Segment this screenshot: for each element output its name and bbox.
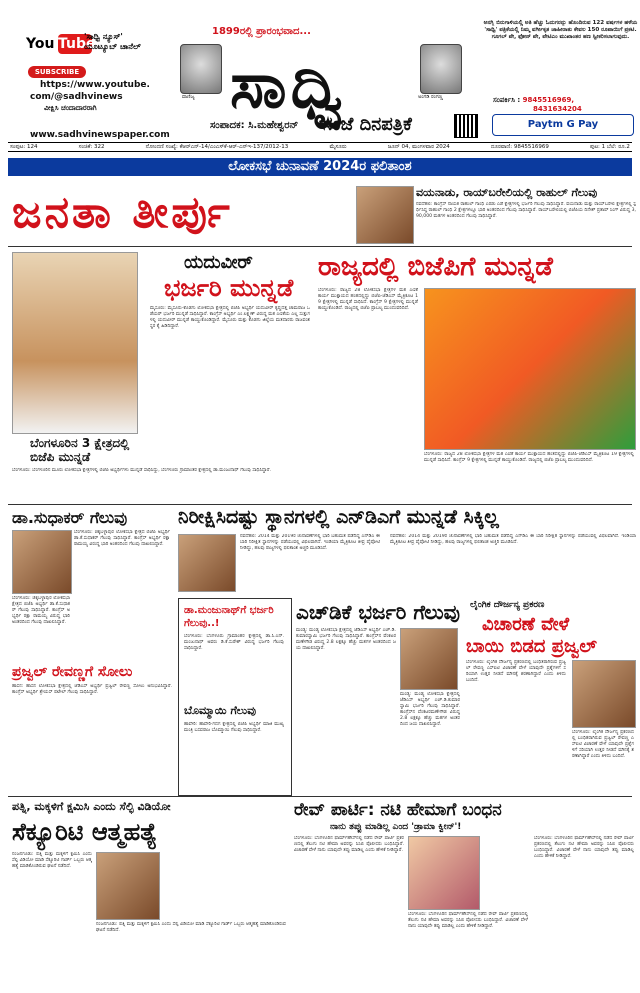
volume: ಸಂಪುಟ: 124: [10, 143, 38, 150]
youtube-channel-label: 'ಸಾಧ್ವಿ ನ್ಯೂಸ್' ಯೂಟ್ಯೂಬ್ ಚಾನೆಲ್: [84, 32, 141, 51]
rave-subhead: ನಾನು ತಪ್ಪು ಮಾಡಿಲ್ಲ ಎಂದ 'ಡ್ರಾಮಾ ಕ್ವೀನ್'!: [330, 822, 462, 832]
nda-headline: ನಿರೀಕ್ಷಿಸಿದಷ್ಟು ಸ್ಥಾನಗಳಲ್ಲಿ ಎನ್‌ಡಿಎಗೆ ಮುನ್ನಡೆ ಸಿಕ್ಕಿಲ್ಲ: [178, 506, 499, 528]
classified-ad-notice: ಅನಗ್ನಿ ಬಿರುಗಾಳಿಯಲ್ಲಿ ಅತಿ ಹೆಚ್ಚು ಓದುಗರನ್ನು ಹೊಂದಿರುವ 122 ವರ್ಷಗಳ ಹಳೆಯ 'ಸಾಧ್ವಿ' ಪತ್ರಿಕೆಯಲ್ಲಿ ನಿಮ್ಮ ವರ್ಗೀಕೃತ ಜಾಹೀರಾತು ಕೇವಲ 150 ರೂಪಾಯಿಗೆ ಪ್ರಕಟಿ. ಗೂಗಲ್ ಪೇ, ಫೋನ್ ಪೇ, ಪೇಟಿಎಂ ಮುಖಾಂತರ ಹಣ ಸ್ವೀಕರಿಸಲಾಗುವುದು.: [483, 20, 638, 40]
sudhakar-body: ಬೆಂಗಳೂರು: ಚಿಕ್ಕಬಳ್ಳಾಪುರ ಲೋಕಸಭಾ ಕ್ಷೇತ್ರದ ಬಿಜೆಪಿ ಅಭ್ಯರ್ಥಿ ಡಾ.ಕೆ.ಸುಧಾಕರ್ ಗೆಲುವು ಸಾಧಿಸಿದ್ದಾರೆ. ಕಾಂಗ್ರೆಸ್ ಅಭ್ಯರ್ಥಿ ರಕ್ಷಾ ರಾಮಯ್ಯ ವಿರುದ್ಧ ಭಾರಿ ಅಂತರದಿಂದ ಗೆಲುವು ದಾಖಲಿಸಿದ್ದಾರೆ.: [74, 530, 170, 547]
nda-photo: [178, 534, 236, 592]
editor-line: ಸಂಪಾದಕ: ಸಿ.ಮಹೇಶ್ವರನ್: [210, 120, 299, 131]
manjunath-body: ಬೆಂಗಳೂರು: ಬೆಂಗಳೂರು ಗ್ರಾಮಾಂತರ ಕ್ಷೇತ್ರದಲ್ಲಿ ಡಾ.ಸಿ.ಎನ್.ಮಂಜುನಾಥ್ ಅವರು ಡಿ.ಕೆ.ಸುರೇಶ್ ವಿರುದ್ಧ ಭರ್ಜರಿ ಗೆಲುವು ಸಾಧಿಸಿದ್ದಾರೆ.: [184, 634, 284, 651]
rave-body-cont: ಬೆಂಗಳೂರು: ಬೆಂಗಳೂರಿನ ಫಾರ್ಮ್‌ಹೌಸ್‌ನಲ್ಲಿ ನಡೆದ ರೇವ್ ಪಾರ್ಟಿ ಪ್ರಕರಣದಲ್ಲಿ ತೆಲುಗು ನಟಿ ಹೇಮಾ ಅವರನ್ನು ಸಿಸಿಬಿ ಪೊಲೀಸರು ಬಂಧಿಸಿದ್ದಾರೆ. ವಿಚಾರಣೆ ವೇಳೆ ನಾನು ಯಾವುದೇ ತಪ್ಪು ಮಾಡಿಲ್ಲ ಎಂದು ಹೇಳಿಕೆ ನೀಡಿದ್ದಾರೆ.: [408, 912, 528, 929]
security-body-cont: ನಂಜನಗೂಡು: ಪತ್ನಿ ಮತ್ತು ಮಕ್ಕಳಿಗೆ ಕ್ಷಮಿಸಿ ಎಂದು ಸೆಲ್ಫಿ ವಿಡಿಯೋ ಮಾಡಿ ಸೆಕ್ಯೂರಿಟಿ ಗಾರ್ಡ್ ಒಬ್ಬರು ಆತ್ಮಹತ್ಯೆ ಮಾಡಿಕೊಂಡಿರುವ ಘಟನೆ ನಡೆದಿದೆ.: [96, 922, 286, 933]
bommai-body: ಹಾವೇರಿ: ಹಾವೇರಿ-ಗದಗ ಕ್ಷೇತ್ರದಲ್ಲಿ ಬಿಜೆಪಿ ಅಭ್ಯರ್ಥಿ ಮಾಜಿ ಮುಖ್ಯಮಂತ್ರಿ ಬಸವರಾಜ ಬೊಮ್ಮಾಯಿ ಗೆಲುವು ಸಾಧಿಸಿದ್ದಾರೆ.: [184, 722, 284, 733]
bommai-headline: ಬೊಮ್ಮಾಯಿ ಗೆಲುವು: [184, 704, 257, 717]
ad-phone-1: 9845516969,: [522, 96, 574, 104]
city: ಮೈಸೂರು: [329, 143, 347, 150]
portrait-right-caption: ಅಂಗಡಿ ರಂಗಣ್ಣ: [418, 94, 443, 100]
prajwal-body: ಹಾಸನ: ಹಾಸನ ಲೋಕಸಭಾ ಕ್ಷೇತ್ರದಲ್ಲಿ ಜೆಡಿಎಸ್ ಅಭ್ಯರ್ಥಿ ಪ್ರಜ್ವಲ್ ರೇವಣ್ಣ ಸೋಲು ಅನುಭವಿಸಿದ್ದಾರೆ. ಕಾಂಗ್ರೆಸ್ ಅಭ್ಯರ್ಥಿ ಶ್ರೇಯಸ್ ಪಟೇಲ್ ಗೆಲುವು ಸಾಧಿಸಿದ್ದಾರೆ.: [12, 684, 172, 695]
youtube-url-line2[interactable]: com/@sadhvinews: [30, 92, 123, 102]
yaduveer-headline-2: ಭರ್ಜರಿ ಮುನ್ನಡೆ: [164, 274, 294, 302]
pages-price: ಪುಟ: 1 ಬೆಲೆ: ರೂ.2: [589, 143, 630, 150]
youtube-you-text: You: [26, 36, 55, 52]
sudhakar-headline: ಡಾ.ಸುಧಾಕರ್ ಗೆಲುವು: [12, 508, 128, 527]
sudhakar-body-cont: ಬೆಂಗಳೂರು: ಚಿಕ್ಕಬಳ್ಳಾಪುರ ಲೋಕಸಭಾ ಕ್ಷೇತ್ರದ ಬಿಜೆಪಿ ಅಭ್ಯರ್ಥಿ ಡಾ.ಕೆ.ಸುಧಾಕರ್ ಗೆಲುವು ಸಾಧಿಸಿದ್ದಾರೆ. ಕಾಂಗ್ರೆಸ್ ಅಭ್ಯರ್ಥಿ ರಕ್ಷಾ ರಾಮಯ್ಯ ವಿರುದ್ಧ ಭಾರಿ ಅಂತರದಿಂದ ಗೆಲುವು ದಾಖಲಿಸಿದ್ದಾರೆ.: [12, 596, 70, 625]
ad-phone: [493, 96, 582, 113]
ad-phone-label: ಸಂಪರ್ಕಿಸಿ :: [493, 96, 521, 104]
evening-daily-title: ಸಂಜೆ ದಿನಪತ್ರಿಕೆ: [323, 114, 412, 135]
manjunath-headline: ಡಾ.ಮಂಜುನಾಥ್‌ಗೆ ಭರ್ಜರಿ ಗೆಲುವು..!: [184, 605, 274, 629]
sudhakar-photo: [12, 530, 72, 594]
rave-headline: ರೇವ್ ಪಾರ್ಟಿ: ನಟಿ ಹೇಮಾಗೆ ಬಂಧನ: [294, 800, 502, 820]
main-headline: ಜನತಾ ತೀರ್ಪು: [12, 187, 233, 238]
website-link[interactable]: www.sadhvinewspaper.com: [30, 130, 170, 140]
prajwal2-body: ಬೆಂಗಳೂರು: ಲೈಂಗಿಕ ದೌರ್ಜನ್ಯ ಪ್ರಕರಣದಲ್ಲಿ ಬಂಧಿತರಾಗಿರುವ ಪ್ರಜ್ವಲ್ ರೇವಣ್ಣ ಎಸ್‌ಐಟಿ ವಿಚಾರಣೆ ವೇಳೆ ಯಾವುದೇ ಪ್ರಶ್ನೆಗಳಿಗೆ ಸರಿಯಾಗಿ ಉತ್ತರ ನೀಡದೆ ಮೌನಕ್ಕೆ ಶರಣಾಗಿದ್ದಾರೆ ಎಂದು ತಿಳಿದು ಬಂದಿದೆ.: [466, 660, 566, 683]
bengaluru-headline: ಬೆಂಗಳೂರಿನ 3 ಕ್ಷೇತ್ರದಲ್ಲಿ ಬಿಜೆಪಿ ಮುನ್ನಡೆ: [30, 436, 130, 464]
election-banner: ಲೋಕಸಭೆ ಚುನಾವಣೆ 2024ರ ಫಲಿತಾಂಶ: [8, 158, 632, 176]
hema-photo: [408, 836, 480, 910]
registration: ನೋಂದಣಿ ಸಂಖ್ಯೆ: ಕೆಆರ್‌ಎನ್-14/ಎಂಎಸ್‌ಕೆ-ಆರ್-ಎನ್ಇ-137/2012-13: [145, 143, 289, 150]
prajwal2-headline-1: ಲೈಂಗಿಕ ದೌರ್ಜನ್ಯ ಪ್ರಕರಣ: [470, 600, 545, 610]
security-photo: [96, 852, 160, 920]
youtube-promo: [0, 0, 150, 118]
bengaluru-body: ಬೆಂಗಳೂರು: ಬೆಂಗಳೂರಿನ ಮೂರು ಲೋಕಸಭಾ ಕ್ಷೇತ್ರಗಳಲ್ಲಿ ಬಿಜೆಪಿ ಅಭ್ಯರ್ಥಿಗಳು ಮುನ್ನಡೆ ಸಾಧಿಸಿದ್ದು, ಬೆಂಗಳೂರು ಗ್ರಾಮಾಂತರ ಕ್ಷೇತ್ರದಲ್ಲಿ ಡಾ.ಮಂಜುನಾಥ್ ಗೆಲುವು ಸಾಧಿಸಿದ್ದಾರೆ.: [12, 468, 271, 473]
security-body: ನಂಜನಗೂಡು: ಪತ್ನಿ ಮತ್ತು ಮಕ್ಕಳಿಗೆ ಕ್ಷಮಿಸಿ ಎಂದು ಸೆಲ್ಫಿ ವಿಡಿಯೋ ಮಾಡಿ ಸೆಕ್ಯೂರಿಟಿ ಗಾರ್ಡ್ ಒಬ್ಬರು ಆತ್ಮಹತ್ಯೆ ಮಾಡಿಕೊಂಡಿರುವ ಘಟನೆ ನಡೆದಿದೆ.: [12, 852, 92, 869]
bjp-body: ಬೆಂಗಳೂರು: ರಾಜ್ಯದ 28 ಲೋಕಸಭಾ ಕ್ಷೇತ್ರಗಳ ಮತ ಎಣಿಕೆ ಕಾರ್ಯ ಮುಕ್ತಾಯದ ಹಂತದಲ್ಲಿದ್ದು ಬಿಜೆಪಿ-ಜೆಡಿಎಸ್ ಮೈತ್ರಿಕೂಟ 19 ಕ್ಷೇತ್ರಗಳಲ್ಲಿ ಮುನ್ನಡೆ ಸಾಧಿಸಿದೆ. ಕಾಂಗ್ರೆಸ್ 9 ಕ್ಷೇತ್ರಗಳಲ್ಲಿ ಮುನ್ನಡೆ ಕಾಯ್ದುಕೊಂಡಿದೆ. ರಾಜ್ಯದಲ್ಲಿ ಬಿಜೆಪಿ ಪ್ರಾಬಲ್ಯ ಮುಂದುವರಿದಿದೆ.: [318, 288, 418, 311]
issue-info-bar: [8, 142, 632, 152]
hdk-headline: ಎಚ್‌ಡಿಕೆ ಭರ್ಜರಿ ಗೆಲುವು: [296, 600, 460, 624]
hdk-body-cont: ಮಂಡ್ಯ: ಮಂಡ್ಯ ಲೋಕಸಭಾ ಕ್ಷೇತ್ರದಲ್ಲಿ ಜೆಡಿಎಸ್ ಅಭ್ಯರ್ಥಿ ಎಚ್.ಡಿ.ಕುಮಾರಸ್ವಾಮಿ ಭರ್ಜರಿ ಗೆಲುವು ಸಾಧಿಸಿದ್ದಾರೆ. ಕಾಂಗ್ರೆಸ್‌ನ ವೆಂಕಟರಮಣೇಗೌಡ ವಿರುದ್ಧ 2.8 ಲಕ್ಷಕ್ಕೂ ಹೆಚ್ಚು ಮತಗಳ ಅಂತರದಿಂದ ಜಯ ದಾಖಲಿಸಿದ್ದಾರೆ.: [400, 692, 460, 727]
prajwal-headline: ಪ್ರಜ್ವಲ್ ರೇವಣ್ಣಗೆ ಸೋಲು: [12, 664, 133, 680]
bjp-celebration-photo: [424, 288, 636, 450]
bjp-body-cont: ಬೆಂಗಳೂರು: ರಾಜ್ಯದ 28 ಲೋಕಸಭಾ ಕ್ಷೇತ್ರಗಳ ಮತ ಎಣಿಕೆ ಕಾರ್ಯ ಮುಕ್ತಾಯದ ಹಂತದಲ್ಲಿದ್ದು ಬಿಜೆಪಿ-ಜೆಡಿಎಸ್ ಮೈತ್ರಿಕೂಟ 19 ಕ್ಷೇತ್ರಗಳಲ್ಲಿ ಮುನ್ನಡೆ ಸಾಧಿಸಿದೆ. ಕಾಂಗ್ರೆಸ್ 9 ಕ್ಷೇತ್ರಗಳಲ್ಲಿ ಮುನ್ನಡೆ ಕಾಯ್ದುಕೊಂಡಿದೆ. ರಾಜ್ಯದಲ್ಲಿ ಬಿಜೆಪಿ ಪ್ರಾಬಲ್ಯ ಮುಂದುವರಿದಿದೆ.: [424, 452, 634, 463]
paytm-gpay-badge: Paytm G Pay: [492, 114, 634, 136]
payment-logos: [484, 112, 634, 136]
rave-body-col3: ಬೆಂಗಳೂರು: ಬೆಂಗಳೂರಿನ ಫಾರ್ಮ್‌ಹೌಸ್‌ನಲ್ಲಿ ನಡೆದ ರೇವ್ ಪಾರ್ಟಿ ಪ್ರಕರಣದಲ್ಲಿ ತೆಲುಗು ನಟಿ ಹೇಮಾ ಅವರನ್ನು ಸಿಸಿಬಿ ಪೊಲೀಸರು ಬಂಧಿಸಿದ್ದಾರೆ. ವಿಚಾರಣೆ ವೇಳೆ ನಾನು ಯಾವುದೇ ತಪ್ಪು ಮಾಡಿಲ್ಲ ಎಂದು ಹೇಳಿಕೆ ನೀಡಿದ್ದಾರೆ.: [534, 836, 634, 859]
yaduveer-photo: [12, 252, 138, 434]
masthead-logo: ಸಾಧ್ವಿ: [230, 48, 348, 123]
youtube-tube-text: Tube: [58, 36, 96, 52]
phone-number: ದೂರವಾಣಿ: 9845516969: [490, 143, 549, 150]
rave-body: ಬೆಂಗಳೂರು: ಬೆಂಗಳೂರಿನ ಫಾರ್ಮ್‌ಹೌಸ್‌ನಲ್ಲಿ ನಡೆದ ರೇವ್ ಪಾರ್ಟಿ ಪ್ರಕರಣದಲ್ಲಿ ತೆಲುಗು ನಟಿ ಹೇಮಾ ಅವರನ್ನು ಸಿಸಿಬಿ ಪೊಲೀಸರು ಬಂಧಿಸಿದ್ದಾರೆ. ವಿಚಾರಣೆ ವೇಳೆ ನಾನು ಯಾವುದೇ ತಪ್ಪು ಮಾಡಿಲ್ಲ ಎಂದು ಹೇಳಿಕೆ ನೀಡಿದ್ದಾರೆ.: [294, 836, 404, 853]
youtube-logo[interactable]: [26, 34, 96, 58]
founder-portrait-right: [420, 44, 462, 94]
hdk-photo: [400, 628, 458, 690]
bjp-headline: ರಾಜ್ಯದಲ್ಲಿ ಬಿಜೆಪಿಗೆ ಮುನ್ನಡೆ: [318, 252, 553, 282]
security-subhead: ಪತ್ನಿ, ಮಕ್ಕಳಿಗೆ ಕ್ಷಮಿಸಿ ಎಂದು ಸೆಲ್ಫಿ ವಿಡಿಯೋ: [12, 800, 171, 813]
yaduveer-headline-1: ಯದುವೀರ್: [184, 252, 253, 273]
prajwal2-headline-3: ಬಾಯಿ ಬಿಡದ ಪ್ರಜ್ವಲ್: [466, 636, 597, 657]
founder-portrait-left: [180, 44, 222, 94]
nda-body: ನವದೆಹಲಿ: 2014 ಮತ್ತು 2019ರ ಚುನಾವಣೆಗಳಲ್ಲಿ ಭಾರಿ ಬಹುಮತ ಪಡೆದಿದ್ದ ಎನ್‌ಡಿಎ ಈ ಬಾರಿ ನಿರೀಕ್ಷಿತ ಸ್ಥಾನಗಳನ್ನು ಪಡೆಯುವಲ್ಲಿ ವಿಫಲವಾಗಿದೆ. ಇಂಡಿಯಾ ಮೈತ್ರಿಕೂಟ ತೀವ್ರ ಪೈಪೋಟಿ ನೀಡಿದ್ದು, ಹಲವು ರಾಜ್ಯಗಳಲ್ಲಿ ಫಲಿತಾಂಶ ಅಚ್ಚರಿ ಮೂಡಿಸಿದೆ.: [240, 534, 380, 551]
issue-number: ಸಂಚಿಕೆ: 322: [78, 143, 105, 150]
divider: [8, 796, 632, 797]
rahul-photo: [356, 186, 414, 244]
subscribe-button[interactable]: SUBSCRIBE: [28, 66, 86, 78]
visit-subscribe-text: ವೀಕ್ಷಿಸಿ ಚಂದಾದಾರರಾಗಿ: [44, 104, 97, 112]
portrait-left-caption: ವಾಣಿಜ್ಯ: [182, 94, 195, 100]
issue-date: ಜೂನ್ 04, ಮಂಗಳವಾರ 2024: [387, 143, 450, 150]
divider: [8, 504, 632, 505]
security-headline: ಸೆಕ್ಯೂರಿಟಿ ಆತ್ಮಹತ್ಯೆ: [12, 818, 158, 846]
since-tagline: 1899ರಲ್ಲಿ ಪ್ರಾರಂಭವಾದ...: [212, 26, 311, 37]
rahul-headline: ವಯನಾಡು, ರಾಯ್‌ಬರೇಲಿಯಲ್ಲಿ ರಾಹುಲ್ ಗೆಲುವು: [416, 186, 598, 199]
hdk-body: ಮಂಡ್ಯ: ಮಂಡ್ಯ ಲೋಕಸಭಾ ಕ್ಷೇತ್ರದಲ್ಲಿ ಜೆಡಿಎಸ್ ಅಭ್ಯರ್ಥಿ ಎಚ್.ಡಿ.ಕುಮಾರಸ್ವಾಮಿ ಭರ್ಜರಿ ಗೆಲುವು ಸಾಧಿಸಿದ್ದಾರೆ. ಕಾಂಗ್ರೆಸ್‌ನ ವೆಂಕಟರಮಣೇಗೌಡ ವಿರುದ್ಧ 2.8 ಲಕ್ಷಕ್ಕೂ ಹೆಚ್ಚು ಮತಗಳ ಅಂತರದಿಂದ ಜಯ ದಾಖಲಿಸಿದ್ದಾರೆ.: [296, 628, 396, 651]
rahul-body: ನವದೆಹಲಿ: ಕಾಂಗ್ರೆಸ್ ನಾಯಕ ರಾಹುಲ್ ಗಾಂಧಿ ಎರಡು ಎಡೆ ಕ್ಷೇತ್ರಗಳಲ್ಲಿ ಭರ್ಜರಿ ಗೆಲುವು ಸಾಧಿಸಿದ್ದಾರೆ. ವಯನಾಡು ಮತ್ತು ರಾಯ್‌ಬರೇಲಿ ಕ್ಷೇತ್ರಗಳಲ್ಲಿ ಸ್ಪರ್ಧಿಸಿದ್ದ ರಾಹುಲ್ ಗಾಂಧಿ 2 ಕ್ಷೇತ್ರಗಳಲ್ಲೂ ಭಾರಿ ಅಂತರದಿಂದ ಗೆಲುವು ಸಾಧಿಸಿದ್ದಾರೆ. ರಾಯ್‌ಬರೇಲಿಯಲ್ಲಿ ಬಿಜೆಪಿಯ ದಿನೇಶ್ ಪ್ರತಾಪ್ ಸಿಂಗ್ ವಿರುದ್ಧ 3,90,000 ಮತಗಳ ಅಂತರದಿಂದ ಗೆಲುವು ಸಾಧಿಸಿದ್ದಾರೆ.: [416, 202, 636, 219]
ad-phone-2: 8431634204: [533, 105, 582, 113]
prajwal2-body-cont: ಬೆಂಗಳೂರು: ಲೈಂಗಿಕ ದೌರ್ಜನ್ಯ ಪ್ರಕರಣದಲ್ಲಿ ಬಂಧಿತರಾಗಿರುವ ಪ್ರಜ್ವಲ್ ರೇವಣ್ಣ ಎಸ್‌ಐಟಿ ವಿಚಾರಣೆ ವೇಳೆ ಯಾವುದೇ ಪ್ರಶ್ನೆಗಳಿಗೆ ಸರಿಯಾಗಿ ಉತ್ತರ ನೀಡದೆ ಮೌನಕ್ಕೆ ಶರಣಾಗಿದ್ದಾರೆ ಎಂದು ತಿಳಿದು ಬಂದಿದೆ.: [572, 730, 634, 759]
divider: [8, 246, 632, 247]
phonepe-qr-icon: [454, 114, 478, 138]
youtube-url-line1[interactable]: https://www.youtube.: [40, 80, 150, 90]
prajwal2-photo: [572, 660, 636, 728]
prajwal2-headline-2: ವಿಚಾರಣೆ ವೇಳೆ: [482, 614, 570, 635]
nda-body-cont: ನವದೆಹಲಿ: 2014 ಮತ್ತು 2019ರ ಚುನಾವಣೆಗಳಲ್ಲಿ ಭಾರಿ ಬಹುಮತ ಪಡೆದಿದ್ದ ಎನ್‌ಡಿಎ ಈ ಬಾರಿ ನಿರೀಕ್ಷಿತ ಸ್ಥಾನಗಳನ್ನು ಪಡೆಯುವಲ್ಲಿ ವಿಫಲವಾಗಿದೆ. ಇಂಡಿಯಾ ಮೈತ್ರಿಕೂಟ ತೀವ್ರ ಪೈಪೋಟಿ ನೀಡಿದ್ದು, ಹಲವು ರಾಜ್ಯಗಳಲ್ಲಿ ಫಲಿತಾಂಶ ಅಚ್ಚರಿ ಮೂಡಿಸಿದೆ.: [390, 534, 636, 545]
yaduveer-body: ಮೈಸೂರು: ಮೈಸೂರು-ಕೊಡಗು ಲೋಕಸಭಾ ಕ್ಷೇತ್ರದಲ್ಲಿ ಬಿಜೆಪಿ ಅಭ್ಯರ್ಥಿ ಯದುವೀರ್ ಕೃಷ್ಣದತ್ತ ಚಾಮರಾಜ ಒಡೆಯರ್ ಭರ್ಜರಿ ಮುನ್ನಡೆ ಸಾಧಿಸಿದ್ದಾರೆ. ಕಾಂಗ್ರೆಸ್ ಅಭ್ಯರ್ಥಿ ಎಂ.ಲಕ್ಷ್ಮಣ್ ವಿರುದ್ಧ ಮತ ಎಣಿಕೆಯ ಎಲ್ಲ ಸುತ್ತುಗಳಲ್ಲಿ ಯದುವೀರ್ ಮುನ್ನಡೆ ಕಾಯ್ದುಕೊಂಡಿದ್ದಾರೆ. ಮೈಸೂರು ಮತ್ತು ಕೊಡಗು ಜಿಲ್ಲೆಯ ಮತದಾರರು ರಾಜವಂಶಸ್ಥರ ಕೈ ಹಿಡಿದಿದ್ದಾರೆ.: [150, 306, 310, 329]
